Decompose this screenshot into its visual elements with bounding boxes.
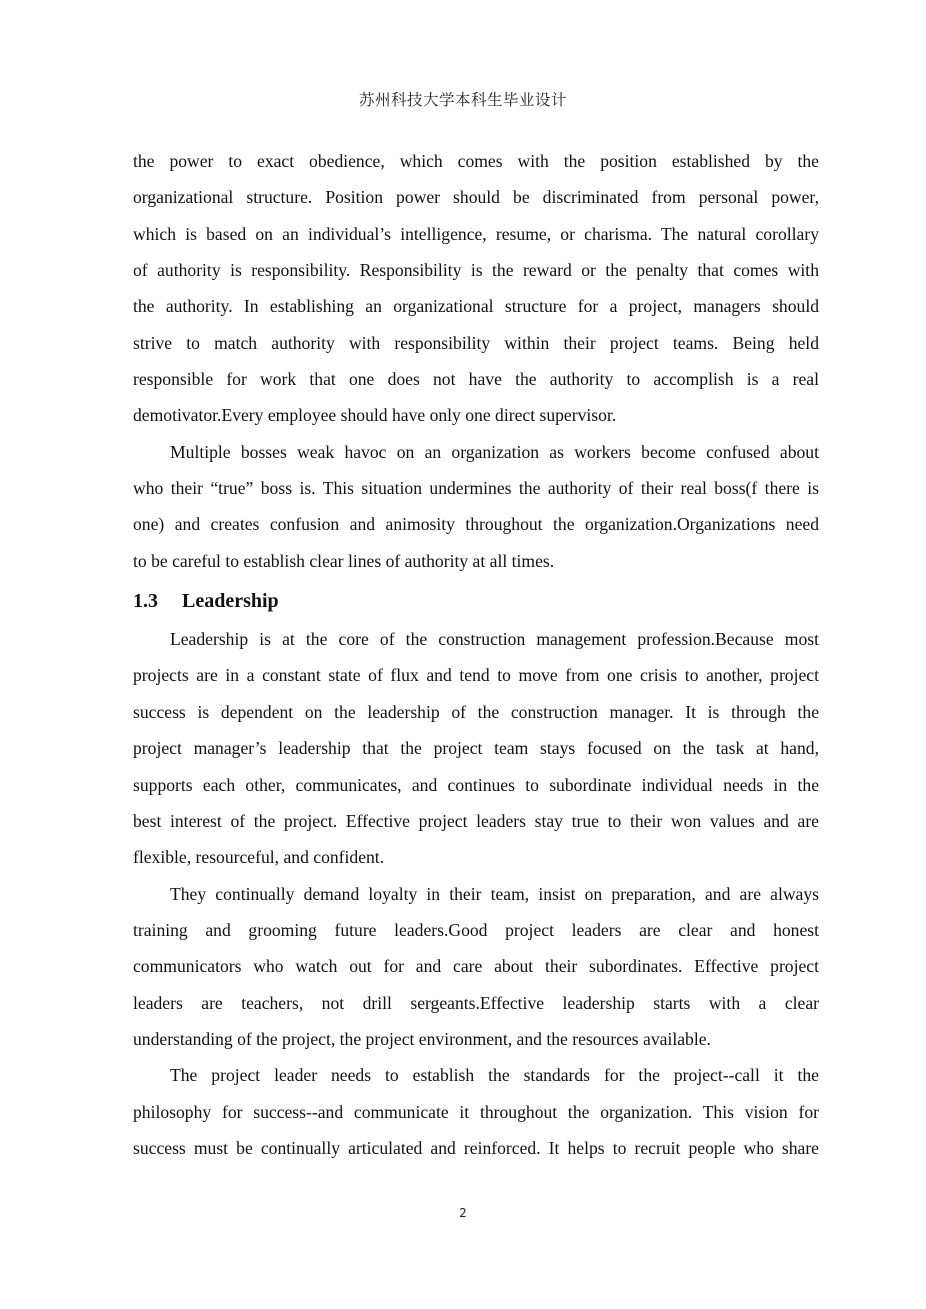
text-line: success is dependent on the leadership of the construction manager. It is through the <box>133 701 819 722</box>
text-line: understanding of the project, the project environment, and the resources available. <box>133 1028 711 1049</box>
section-heading <box>133 584 819 626</box>
text-line: flexible, resourceful, and confident. <box>133 847 385 868</box>
text-line: Leadership is at the core of the construction management profession.Because most <box>170 629 819 650</box>
paragraph <box>133 1062 819 1171</box>
paragraph <box>133 439 819 584</box>
paragraph <box>133 626 819 880</box>
text-line: one) and creates confusion and animosity throughout the organization.Organizations need <box>133 514 819 535</box>
text-line: philosophy for success--and communicate it throughout the organization. This vision for <box>133 1101 819 1122</box>
text-line: leaders are teachers, not drill sergeants.Effective leadership starts with a clear <box>133 992 819 1013</box>
text-line: of authority is responsibility. Responsibility is the reward or the penalty that comes with <box>133 260 819 281</box>
text-line: They continually demand loyalty in their team, insist on preparation, and are always <box>170 883 819 904</box>
text-line: The project leader needs to establish the standards for the project--call it the <box>170 1065 819 1086</box>
page-header: 苏州科技大学本科生毕业设计 <box>358 92 567 109</box>
paragraph <box>133 148 819 439</box>
text-line: training and grooming future leaders.Good project leaders are clear and honest <box>133 919 819 940</box>
text-line: responsible for work that one does not have the authority to accomplish is a real <box>133 369 819 390</box>
text-line: best interest of the project. Effective project leaders stay true to their won values and are <box>133 810 819 831</box>
page-number: 2 <box>459 1206 467 1220</box>
section-title: Leadership <box>182 590 279 613</box>
text-line: the authority. In establishing an organizational structure for a project, managers should <box>133 296 819 317</box>
text-line: Multiple bosses weak havoc on an organization as workers become confused about <box>170 441 819 462</box>
text-line: who their “true” boss is. This situation undermines the authority of their real boss(f there is <box>133 478 819 499</box>
text-line: demotivator.Every employee should have only one direct supervisor. <box>133 405 617 426</box>
document-body <box>133 148 819 1171</box>
text-line: communicators who watch out for and care about their subordinates. Effective project <box>133 956 819 977</box>
text-line: projects are in a constant state of flux and tend to move from one crisis to another, project <box>133 665 819 686</box>
paragraph <box>133 881 819 1063</box>
text-line: which is based on an individual’s intelligence, resume, or charisma. The natural corollary <box>133 223 819 244</box>
text-line: to be careful to establish clear lines of authority at all times. <box>133 550 555 571</box>
text-line: supports each other, communicates, and continues to subordinate individual needs in the <box>133 774 819 795</box>
text-line: the power to exact obedience, which comes with the position established by the <box>133 151 819 171</box>
text-line: organizational structure. Position power should be discriminated from personal power, <box>133 187 819 208</box>
text-line: strive to match authority with responsibility within their project teams. Being held <box>133 332 819 353</box>
section-number: 1.3 <box>133 590 158 613</box>
text-line: success must be continually articulated and reinforced. It helps to recruit people who share <box>133 1137 819 1158</box>
text-line: project manager’s leadership that the project team stays focused on the task at hand, <box>133 738 819 759</box>
